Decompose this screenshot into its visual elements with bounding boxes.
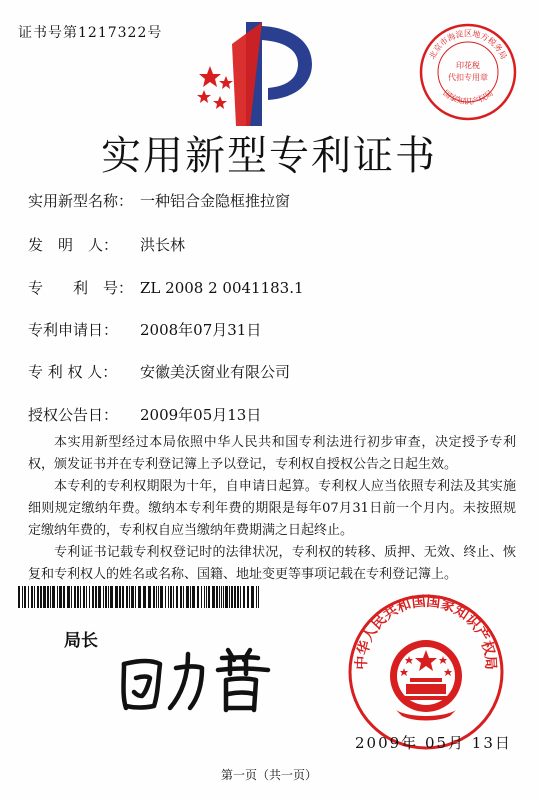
barcode-bar bbox=[110, 586, 113, 608]
barcode-bar bbox=[231, 586, 233, 608]
certificate-number: 证书号第1217322号 bbox=[18, 25, 163, 41]
barcode-bar bbox=[190, 586, 191, 608]
barcode-bar bbox=[158, 586, 159, 608]
paragraph-text: 本实用新型经过本局依照中华人民共和国专利法进行初步审查，决定授予专利权，颁发证书并在专利登记簿上予以登记，专利权自授权公告之日起生效。 bbox=[28, 435, 516, 472]
barcode-bar bbox=[243, 586, 245, 608]
field-grant-date bbox=[28, 404, 261, 425]
barcode-bar bbox=[63, 586, 65, 608]
director-title: 局长 bbox=[64, 631, 98, 651]
barcode-bar bbox=[18, 586, 20, 608]
barcode-bar bbox=[223, 586, 224, 608]
svg-text:国家知识产权局 bbox=[441, 88, 494, 106]
barcode-icon bbox=[18, 586, 263, 608]
barcode-bar bbox=[221, 586, 222, 608]
barcode-bar bbox=[135, 586, 136, 608]
barcode-bar bbox=[176, 586, 178, 608]
paragraph-text: 本专利的专利权期限为十年，自申请日起算。专利权人应当依照专利法及其实施细则规定缴纳年费。缴纳本专利年费的期限是每年07月31日前一个月内。未按照规定缴纳年费的，专利权自应当缴纳年费期满之日起终止。 bbox=[28, 479, 516, 538]
field-patent-number bbox=[28, 277, 304, 298]
issue-date: 2009年 05月 13日 bbox=[355, 734, 512, 752]
paragraph-term bbox=[28, 476, 516, 542]
field-inventor bbox=[28, 234, 185, 255]
page-number: 第一页（共一页） bbox=[220, 768, 317, 782]
tax-seal-bottom-text: 国家知识产权局 bbox=[441, 88, 495, 107]
field-application-date bbox=[28, 319, 261, 340]
barcode-bar bbox=[165, 586, 166, 608]
barcode-bar bbox=[28, 586, 29, 608]
barcode-bar bbox=[57, 586, 58, 608]
barcode-bar bbox=[71, 586, 72, 608]
field-label: 专利申请日： bbox=[28, 321, 119, 339]
tax-seal-inner-line2: 代扣专用章 bbox=[448, 73, 488, 82]
barcode-bar bbox=[229, 586, 230, 608]
barcode-bar bbox=[247, 586, 249, 608]
barcode-bar bbox=[31, 586, 33, 608]
barcode-bar bbox=[240, 586, 241, 608]
field-patentee bbox=[28, 361, 290, 382]
barcode-bar bbox=[138, 586, 141, 608]
national-ip-office-seal bbox=[346, 592, 506, 752]
tax-seal-inner-line1: 印花税 bbox=[456, 61, 480, 70]
barcode-bar bbox=[83, 586, 85, 608]
barcode-bar bbox=[168, 586, 169, 608]
barcode-bar bbox=[50, 586, 51, 608]
barcode-bar bbox=[143, 586, 146, 608]
paragraph-register bbox=[28, 542, 516, 586]
barcode-bar bbox=[22, 586, 23, 608]
field-utility-name bbox=[28, 190, 290, 211]
barcode-bar bbox=[234, 586, 236, 608]
barcode-bar bbox=[186, 586, 189, 608]
barcode-bar bbox=[148, 586, 151, 608]
field-value: 洪长林 bbox=[140, 236, 186, 254]
barcode-bar bbox=[192, 586, 195, 608]
field-label: 授权公告日： bbox=[28, 406, 119, 424]
barcode-bar bbox=[103, 586, 104, 608]
field-label: 发 明 人： bbox=[28, 236, 119, 254]
barcode-bar bbox=[201, 586, 202, 608]
barcode-bar bbox=[251, 586, 254, 608]
paragraph-grant bbox=[28, 432, 516, 476]
field-label: 实用新型名称： bbox=[28, 192, 134, 210]
barcode-bar bbox=[47, 586, 49, 608]
field-value: 2008年07月31日 bbox=[140, 321, 262, 339]
barcode-bar bbox=[131, 586, 134, 608]
barcode-bar bbox=[219, 586, 220, 608]
barcode-bar bbox=[108, 586, 109, 608]
barcode-bar bbox=[67, 586, 70, 608]
barcode-bar bbox=[119, 586, 121, 608]
barcode-bar bbox=[212, 586, 215, 608]
barcode-bar bbox=[92, 586, 94, 608]
field-value: ZL 2008 2 0041183.1 bbox=[140, 279, 304, 297]
barcode-bar bbox=[86, 586, 87, 608]
barcode-bar bbox=[183, 586, 184, 608]
barcode-bar bbox=[180, 586, 182, 608]
barcode-bar bbox=[37, 586, 39, 608]
barcode-bar bbox=[256, 586, 257, 608]
barcode-bar bbox=[77, 586, 79, 608]
barcode-bar bbox=[43, 586, 46, 608]
barcode-bar bbox=[129, 586, 130, 608]
director-signature-icon bbox=[110, 646, 280, 716]
field-label: 专 利 权 人： bbox=[28, 363, 118, 381]
field-label: 专 利 号： bbox=[28, 279, 134, 297]
barcode-bar bbox=[59, 586, 62, 608]
barcode-bar bbox=[34, 586, 35, 608]
barcode-bar bbox=[156, 586, 157, 608]
barcode-bar bbox=[98, 586, 101, 608]
barcode-bar bbox=[52, 586, 55, 608]
field-value: 一种铝合金隐框推拉窗 bbox=[140, 192, 291, 210]
barcode-bar bbox=[122, 586, 124, 608]
tax-bureau-seal bbox=[418, 22, 518, 122]
barcode-bar bbox=[89, 586, 90, 608]
certificate-title: 实用新型专利证书 bbox=[101, 133, 437, 179]
barcode-bar bbox=[258, 586, 259, 608]
field-value: 安徽美沃窗业有限公司 bbox=[140, 363, 291, 381]
barcode-bar bbox=[126, 586, 128, 608]
barcode-bar bbox=[40, 586, 42, 608]
barcode-bar bbox=[74, 586, 76, 608]
barcode-bar bbox=[225, 586, 228, 608]
national-seal-text: 中华人民共和国国家知识产权局 bbox=[353, 593, 499, 671]
field-value: 2009年05月13日 bbox=[140, 406, 262, 424]
barcode-bar bbox=[206, 586, 207, 608]
barcode-bar bbox=[105, 586, 107, 608]
barcode-bar bbox=[208, 586, 210, 608]
tax-seal-ring-text: 北京市海淀区地方税务局 bbox=[427, 29, 509, 61]
barcode-bar bbox=[170, 586, 172, 608]
barcode-bar bbox=[197, 586, 199, 608]
barcode-bar bbox=[115, 586, 118, 608]
barcode-bar bbox=[95, 586, 97, 608]
barcode-bar bbox=[153, 586, 155, 608]
barcode-bar bbox=[160, 586, 163, 608]
paragraph-text: 专利证书记载专利权登记时的法律状况，专利权的转移、质押、无效、终止、恢复和专利权人的姓名或名称、国籍、地址变更等事项记载在专利登记簿上。 bbox=[28, 545, 516, 582]
patent-office-logo-icon bbox=[192, 14, 320, 126]
barcode-bar bbox=[80, 586, 81, 608]
barcode-bar bbox=[237, 586, 239, 608]
barcode-bar bbox=[204, 586, 205, 608]
barcode-bar bbox=[24, 586, 26, 608]
barcode-bar bbox=[173, 586, 174, 608]
barcode-bar bbox=[216, 586, 218, 608]
